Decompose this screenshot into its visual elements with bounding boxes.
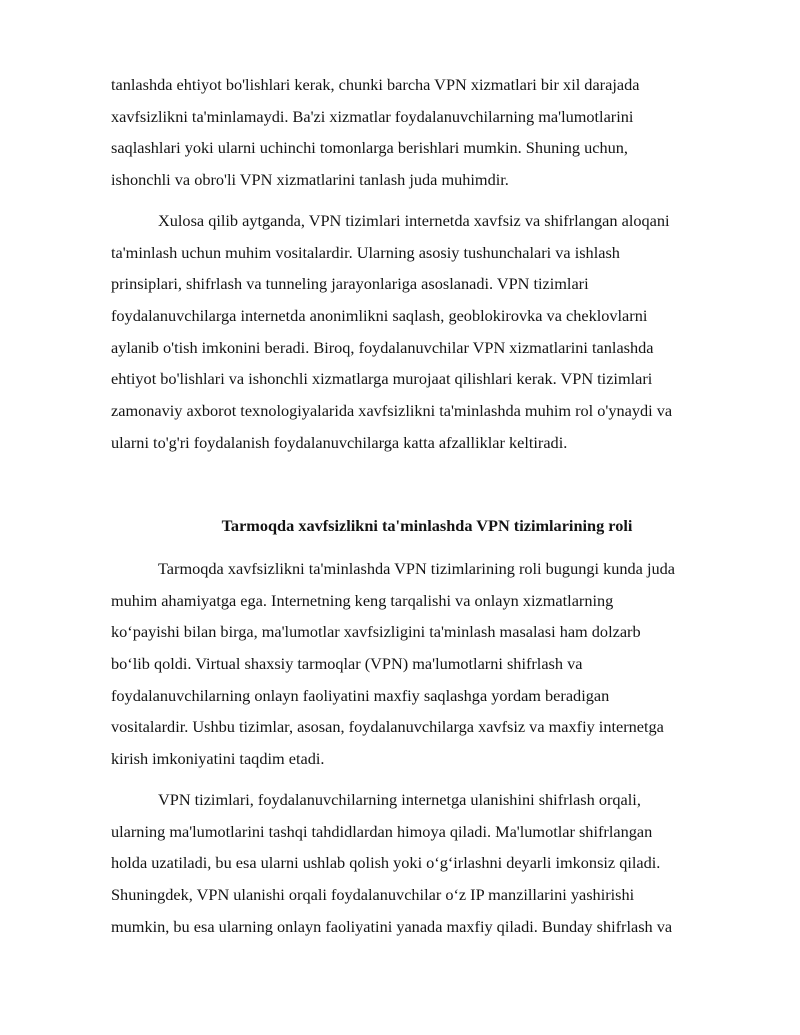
section-heading: Tarmoqda xavfsizlikni ta'minlashda VPN tizimlarining roli: [221, 516, 633, 535]
text-line: muhim ahamiyatga ega. Internetning keng tarqalishi va onlayn xizmatlarning: [111, 590, 614, 610]
text-line: bo‘lib qoldi. Virtual shaxsiy tarmoqlar (VPN) ma'lumotlarni shifrlash va: [111, 654, 583, 674]
text-line: Xulosa qilib aytganda, VPN tizimlari internetda xavfsiz va shifrlangan aloqani: [158, 211, 670, 230]
text-line: VPN tizimlari, foydalanuvchilarning internetga ulanishini shifrlash orqali,: [158, 790, 641, 809]
text-line: vositalardir. Ushbu tizimlar, asosan, foydalanuvchilarga xavfsiz va maxfiy internetga: [111, 717, 664, 737]
text-line: Shuningdek, VPN ulanishi orqali foydalanuvchilar o‘z IP manzillarini yashirishi: [111, 885, 635, 905]
paragraph-continuation: [111, 69, 743, 196]
paragraph-body: [111, 784, 743, 942]
text-line: saqlashlari yoki ularni uchinchi tomonlarga berishlari mumkin. Shuning uchun,: [111, 138, 628, 158]
text-line: foydalanuvchilarning onlayn faoliyatini maxfiy saqlashga yordam beradigan: [111, 685, 610, 705]
text-line: mumkin, bu esa ularning onlayn faoliyatini yanada maxfiy qiladi. Bunday shifrlash va: [111, 916, 673, 936]
text-line: kirish imkoniyatini taqdim etadi.: [111, 749, 325, 769]
text-line: zamonaviy axborot texnologiyalarida xavfsizlikni ta'minlashda muhim rol o'ynaydi va: [111, 401, 673, 421]
text-line: tanlashda ehtiyot bo'lishlari kerak, chunki barcha VPN xizmatlari bir xil darajada: [111, 75, 640, 94]
text-line: foydalanuvchilarga internetda anonimlikni saqlash, geoblokirovka va cheklovlarni: [111, 306, 648, 326]
text-line: ishonchli va obro'li VPN xizmatlarini tanlash juda muhimdir.: [111, 170, 509, 190]
text-line: ularni to'g'ri foydalanish foydalanuvchilarga katta afzalliklar keltiradi.: [111, 432, 568, 452]
text-line: Tarmoqda xavfsizlikni ta'minlashda VPN tizimlarining roli bugungi kunda juda: [158, 559, 675, 578]
text-line: ehtiyot bo'lishlari va ishonchli xizmatlarga murojaat qilishlari kerak. VPN tizimlari: [111, 369, 653, 389]
text-line: xavfsizlikni ta'minlamaydi. Ba'zi xizmatlar foydalanuvchilarning ma'lumotlarini: [111, 106, 634, 126]
text-line: ularning ma'lumotlarini tashqi tahdidlardan himoya qiladi. Ma'lumotlar shifrlangan: [111, 821, 653, 841]
text-line: holda uzatiladi, bu esa ularni ushlab qolish yoki o‘g‘irlashni deyarli imkonsiz qiladi.: [111, 853, 661, 873]
text-line: ko‘payishi bilan birga, ma'lumotlar xavfsizligini ta'minlash masalasi ham dolzarb: [111, 622, 641, 642]
paragraph-conclusion: [111, 205, 743, 459]
text-line: prinsiplari, shifrlash va tunneling jarayonlariga asoslanadi. VPN tizimlari: [111, 274, 589, 294]
text-line: ta'minlash uchun muhim vositalardir. Ularning asosiy tushunchalari va ishlash: [111, 242, 620, 262]
paragraph-intro: [111, 553, 743, 775]
text-line: aylanib o'tish imkonini beradi. Biroq, foydalanuvchilar VPN xizmatlarini tanlashda: [111, 337, 654, 357]
